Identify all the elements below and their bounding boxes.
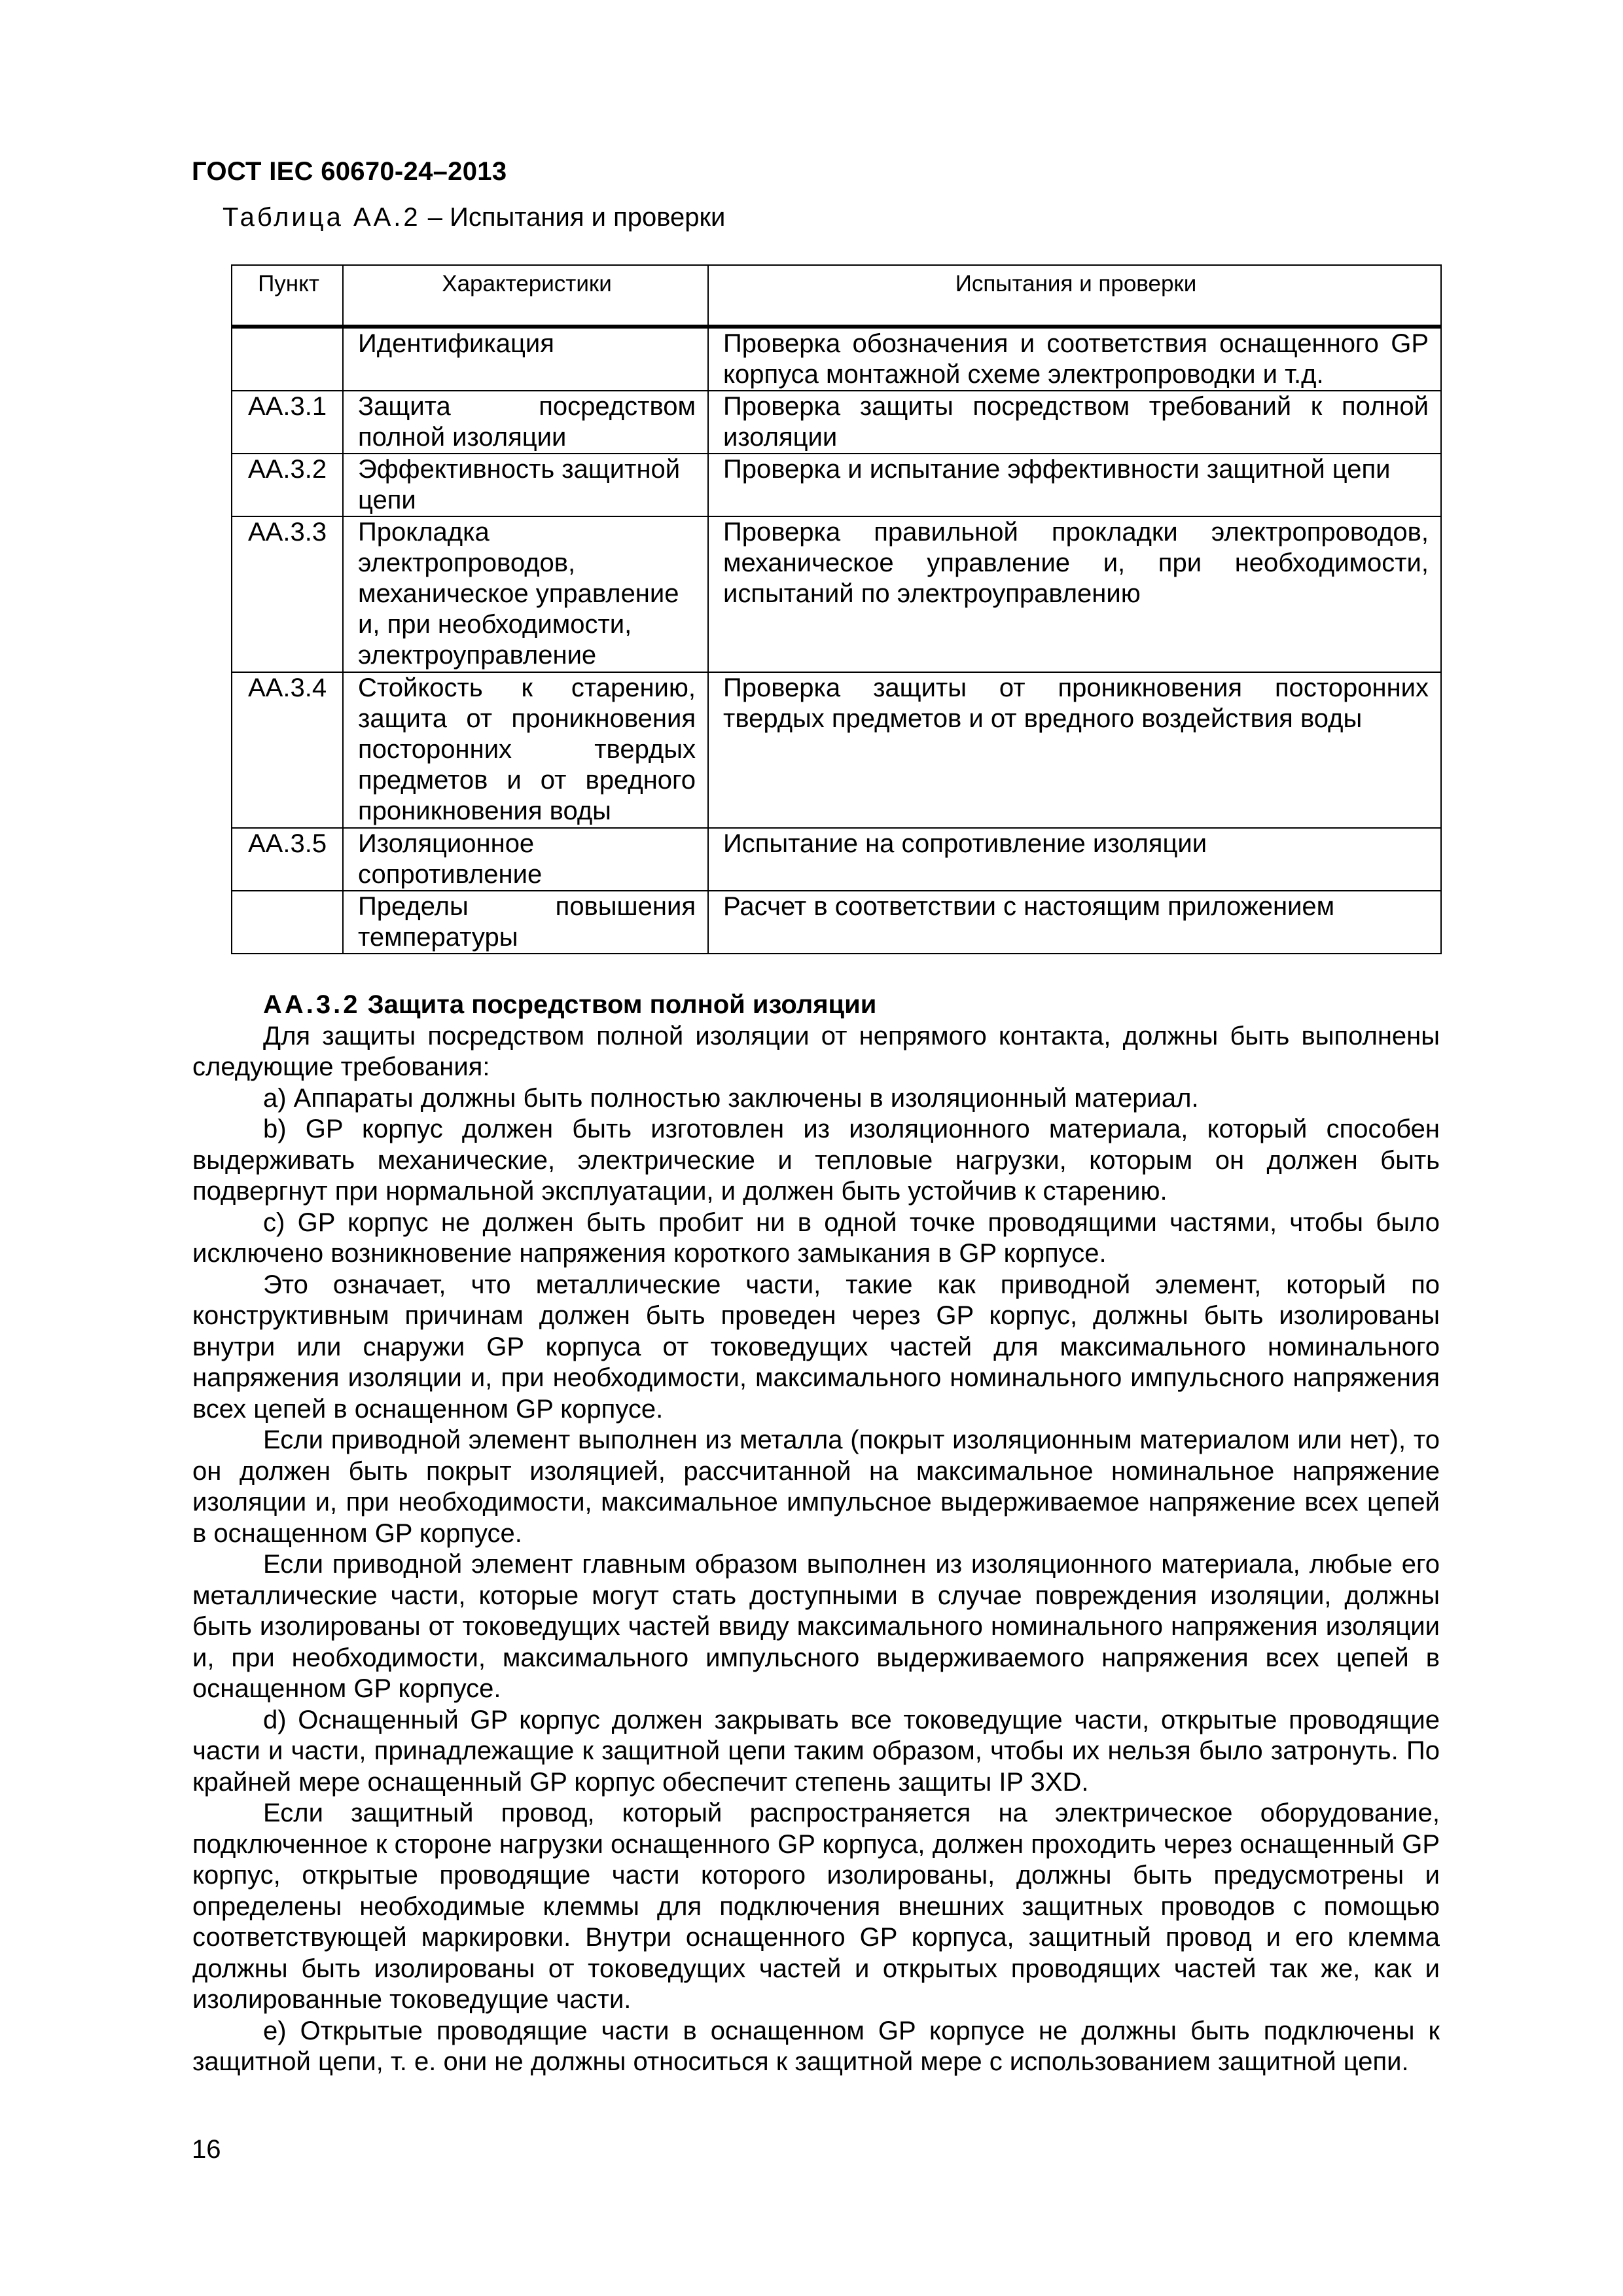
paragraph: Это означает, что металлические части, такие как приводной элемент, который по конструктивным причинам должен быть проведен через GP корпус, должны быть изолированы внутри или снаружи GP корпуса от токоведущих частей для максимального номинального напряжения изоляции и, при необходимости, максимального номинального импульсного напряжения всех цепей в оснащенном GP корпусе. <box>192 1270 1440 1424</box>
cell-characteristic: Прокладка электропроводов, механическое управление и, при необходимости, электроуправление <box>343 516 708 672</box>
cell-characteristic: Стойкость к старению, защита от проникновения посторонних твердых предметов и от вредного проникновения воды <box>343 672 708 828</box>
table-row <box>232 454 1441 516</box>
section-number: АА.3.2 <box>263 990 361 1019</box>
cell-characteristic: Пределы повышения температуры <box>343 891 708 954</box>
cell-clause: АА.3.4 <box>232 672 343 828</box>
table-caption-text: – Испытания и проверки <box>420 203 726 232</box>
table-header-row <box>232 265 1441 327</box>
cell-test: Испытание на сопротивление изоляции <box>708 828 1441 891</box>
table-row <box>232 327 1441 391</box>
paragraph: Если защитный провод, который распространяется на электрическое оборудование, подключенное к стороне нагрузки оснащенного GP корпуса, должен проходить через оснащенный GP корпус, открытые проводящие части которого изолированы, должны быть предусмотрены и определены необходимые клеммы для подключения внешних защитных проводов с помощью соответствующей маркировки. Внутри оснащенного GP корпуса, защитный провод и его клемма должны быть изолированы от токоведущих частей и открытых проводящих частей так же, как и изолированные токоведущие части. <box>192 1799 1440 2014</box>
table-row <box>232 891 1441 954</box>
cell-clause: АА.3.1 <box>232 391 343 454</box>
cell-clause <box>232 891 343 954</box>
paragraph: d) Оснащенный GP корпус должен закрывать все токоведущие части, открытые проводящие части и части, принадлежащие к защитной цепи таким образом, чтобы их нельзя было затронуть. По крайней мере оснащенный GP корпус обеспечит степень защиты IP 3XD. <box>192 1705 1440 1797</box>
paragraph: Если приводной элемент главным образом выполнен из изоляционного материала, любые его металлические части, которые могут стать доступными в случае повреждения изоляции, должны быть изолированы от токоведущих частей ввиду максимального номинального напряжения изоляции и, при необходимости, максимального импульсного выдерживаемого напряжения всех цепей в оснащенном GP корпусе. <box>192 1550 1440 1703</box>
page-number: 16 <box>192 2135 221 2164</box>
cell-clause: АА.3.5 <box>232 828 343 891</box>
cell-characteristic: Изоляционное сопротивление <box>343 828 708 891</box>
cell-clause: АА.3.2 <box>232 454 343 516</box>
column-header-characteristics: Характеристики <box>343 265 708 327</box>
section-body <box>192 990 1440 2078</box>
cell-characteristic: Идентификация <box>343 327 708 391</box>
section-heading <box>192 990 1440 1021</box>
column-header-clause: Пункт <box>232 265 343 327</box>
cell-clause <box>232 327 343 391</box>
cell-characteristic: Защита посредством полной изоляции <box>343 391 708 454</box>
table-row <box>232 828 1441 891</box>
cell-test: Проверка и испытание эффективности защитной цепи <box>708 454 1441 516</box>
cell-test: Проверка правильной прокладки электропроводов, механическое управление и, при необходимости, испытаний по электроуправлению <box>708 516 1441 672</box>
paragraph: a) Аппараты должны быть полностью заключены в изоляционный материал. <box>263 1083 1199 1113</box>
paragraph: e) Открытые проводящие части в оснащенном GP корпусе не должны быть подключены к защитной цепи, т. е. они не должны относиться к защитной мере с использованием защитной цепи. <box>192 2016 1440 2076</box>
column-header-tests: Испытания и проверки <box>708 265 1441 327</box>
paragraph: Для защиты посредством полной изоляции от непрямого контакта, должны быть выполнены следующие требования: <box>192 1021 1440 1081</box>
cell-characteristic: Эффективность защитной цепи <box>343 454 708 516</box>
table-caption <box>223 202 725 233</box>
cell-test: Расчет в соответствии с настоящим приложением <box>708 891 1441 954</box>
document-id: ГОСТ IEC 60670-24–2013 <box>192 157 507 186</box>
paragraph: b) GP корпус должен быть изготовлен из изоляционного материала, который способен выдерживать механические, электрические и тепловые нагрузки, которым он должен быть подвергнут при нормальной эксплуатации, и должен быть устойчив к старению. <box>192 1115 1440 1206</box>
cell-test: Проверка защиты посредством требований к полной изоляции <box>708 391 1441 454</box>
table-row <box>232 391 1441 454</box>
tests-table <box>231 264 1442 954</box>
cell-clause: АА.3.3 <box>232 516 343 672</box>
section-title: Защита посредством полной изоляции <box>360 990 877 1019</box>
cell-test: Проверка обозначения и соответствия оснащенного GP корпуса монтажной схеме электропроводки и т.д. <box>708 327 1441 391</box>
paragraph: Если приводной элемент выполнен из металла (покрыт изоляционным материалом или нет), то он должен быть покрыт изоляцией, рассчитанной на максимальное номинальное напряжение изоляции и, при необходимости, максимальное импульсное выдерживаемое напряжение всех цепей в оснащенном GP корпусе. <box>192 1426 1440 1548</box>
table-row <box>232 672 1441 828</box>
table-row <box>232 516 1441 672</box>
paragraph: c) GP корпус не должен быть пробит ни в одной точке проводящими частями, чтобы было исключено возникновение напряжения короткого замыкания в GP корпусе. <box>192 1208 1440 1268</box>
table-caption-label: Таблица АА.2 <box>223 203 421 232</box>
cell-test: Проверка защиты от проникновения посторонних твердых предметов и от вредного воздействия воды <box>708 672 1441 828</box>
